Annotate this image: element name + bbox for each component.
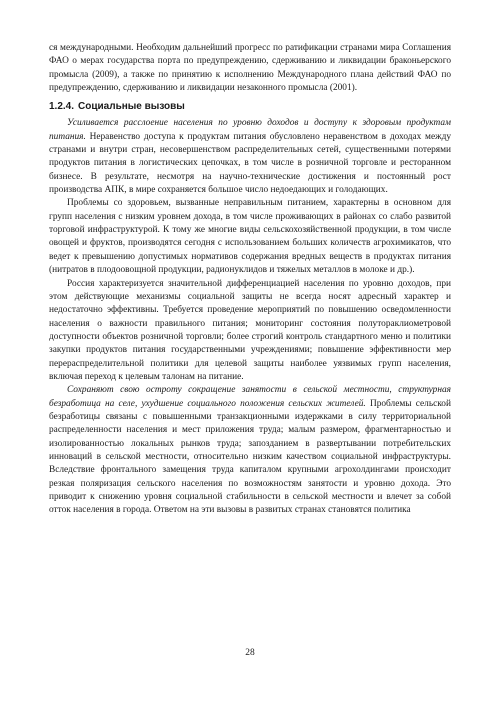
body-text [49, 42, 451, 518]
section-title: Социальные вызовы [78, 101, 185, 113]
section-number: 1.2.4. [49, 101, 75, 113]
paragraph-text: Проблемы сельской безработицы связаны с повышенными транзакционными издержками в силу территориальной распределенности населения и мест приложения труда; малым размером, фрагментарностью и изолированностью локальных рынков труда; запозданием в развертывании потребительских инноваций в сельской местности, относительно низким качеством социальной инфраструктуры. Вследствие фронтального замещения труда капиталом крупными агрохолдингами происходит резкая поляризация сельского населения по возможностям занятости и уровню дохода. Это приводит к снижению уровня социальной стабильности в сельской местности и влечет за собой отток населения в города. Ответом на эти вызовы в развитых странах становятся политика [49, 398, 451, 516]
paragraph-lead: Сохраняют свою остроту сокращение занятости в сельской местности, структурная безработица на селе, ухудшение социального положения сельских жителей. [49, 385, 451, 409]
paragraph-text: Проблемы со здоровьем, вызванные неправильным питанием, характерны в основном для групп населения с низким уровнем дохода, в том числе проживающих в районах со слабо развитой торговой инфраструктурой. К тому же многие виды сельскохозяйственной продукции, в том числе овощей и фруктов, производятся сегодня с использованием больших количеств агрохимикатов, что ведет к превышению допустимых нормативов содержания вредных веществ в продуктах питания (нитратов в плодоовощной продукции, радионуклидов и тяжелых металлов в молоке и др.). [49, 198, 451, 276]
paragraph [49, 278, 451, 385]
continued-paragraph: ся международными. Необходим дальнейший прогресс по ратификации странами мира Соглашения ФАО о мерах государства порта по предупреждению, сдерживанию и ликвидации браконьерского промысла (2009), а также по принятию к исполнению Международного плана действий ФАО по предупреждению, сдерживанию и ликвидации незаконного промысла (2001). [49, 43, 451, 94]
page-number: 28 [245, 648, 255, 658]
paragraph [49, 117, 451, 197]
paragraph [49, 384, 451, 517]
paragraph-text: Неравенство доступа к продуктам питания обусловлено неравенством в доходах между странами и внутри стран, несовершенством распределительных сетей, существенными потерями продуктов питания в логистических цепочках, в том числе в розничной торговле и ресторанном бизнесе. В результате, несмотря на научно-технические достижения и постоянный рост производства АПК, в мире сохраняется большое число недоедающих и голодающих. [49, 131, 451, 196]
paragraph [49, 197, 451, 277]
paragraph-text: Россия характеризуется значительной дифференциацией населения по уровню доходов, при этом действующие механизмы социальной защиты не всегда носят адресный характер и недостаточно эффективны. Требуется проведение мероприятий по повышению осведомленности населения о важности правильного питания; мониторинг состояния полутораклиометровой доступности объектов розничной торговли; более строгий контроль стандартного меню и политики закупки продуктов питания государственными учреждениями; повышение эффективности мер перераспределительной политики для целевой защиты наиболее уязвимых групп населения, включая переход к целевым талонам на питание. [49, 278, 451, 382]
section-heading [49, 100, 451, 113]
paragraph-lead: Усиливается расслоение населения по уровню доходов и доступу к здоровым продуктам питания. [49, 118, 451, 142]
